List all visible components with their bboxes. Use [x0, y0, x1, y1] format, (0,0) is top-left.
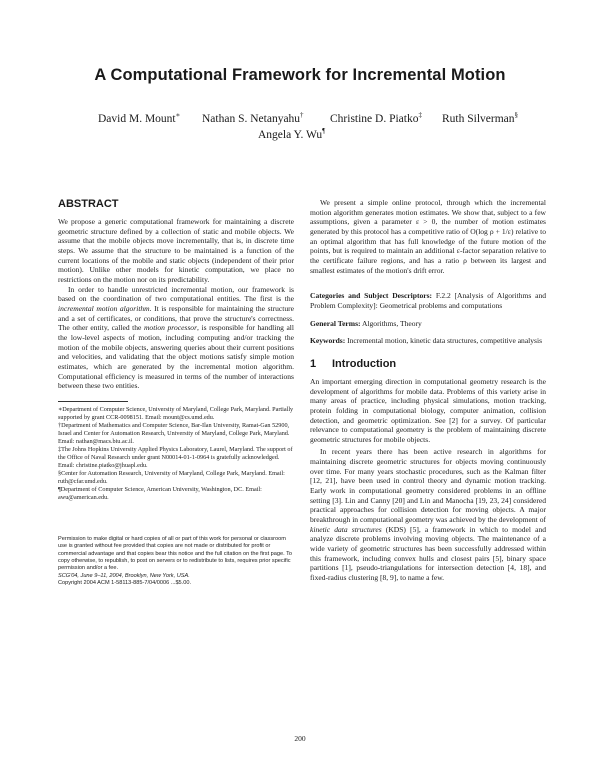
author: Angela Y. Wu¶: [258, 127, 326, 141]
page-number: 200: [294, 734, 306, 743]
permission-notice: Permission to make digital or hard copies of all or part of this work for personal or classroom use is granted without fee provided that copies are not made or distributed for profit or commercial advantage and that copies bear this notice and the full citation on the first page. To copy otherwise, to republish, to post on servers or to redistribute to lists, requires prior specific permission and/or a fee.: [58, 535, 293, 572]
author: Ruth Silverman§: [442, 111, 519, 125]
venue-line: SCG'04, June 9–11, 2004, Brooklyn, New York, USA.: [58, 572, 190, 579]
categories-line: Categories and Subject Descriptors: F.2.2 [Analysis of Algorithms and Problem Complexity]: Geometrical problems and computations: [310, 291, 546, 310]
section-heading: 1 Introduction: [310, 357, 397, 370]
general-terms-line: General Terms: Algorithms, Theory: [310, 318, 422, 328]
left-column: [58, 198, 294, 588]
body-paragraph: An important emerging direction in computational geometry research is the development of algorithms for mobile data. Problems of this variety arise in many areas of practice, including physical simulations, motion tracking, protein folding in computational biology, computer animation, collision detection, and geometric optimization. See [2] for a survey. Of particular relevance to computational geometry is the problem of maintaining discrete geometric structures for mobile objects.: [310, 376, 546, 444]
abstract-heading: ABSTRACT: [58, 198, 119, 210]
copyright-line: Copyright 2004 ACM 1-58113-885-7/04/0006 ...$5.00.: [58, 580, 191, 587]
author: Christine D. Piatko‡: [330, 111, 422, 125]
footnote: ‡The Johns Hopkins University Applied Physics Laboratory, Laurel, Maryland. The support of the Office of Naval Research under grant N00014-01-1-0964 is gratefully acknowledged. Email: christine.piatko@jhuapl.edu.: [58, 445, 293, 469]
body-paragraph: In recent years there has been active research in algorithms for maintaining discrete geometric structures for objects moving continuously over time. For many years stochastic procedures, such as the Kalman filter [12, 21], have been used in control theory and dynamic motion tracking. Early work in computational geometry considered problems in an offline setting [3]. Lin and Canny [20] and Lin and Manocha [19, 23, 24] considered practical approaches for collision detection for moving objects. A major breakthrough in computational geometry was achieved by the development of kinetic data structures (KDS) [5], a framework in which to model and analyze discrete problems involving moving objects. The maintenance of a wide variety of geometric structures has been successfully addressed within this framework, including convex hulls and closest pairs [5], binary space partitions [1], pseudo-triangulations for intersection detection [4, 18], and fixed-radius clustering [8, 9], to name a few.: [310, 447, 546, 582]
abstract-paragraph: In order to handle unrestricted incremental motion, our framework is based on the coordination of two computational entities. The first is the incremental motion algorithm. It is responsible for maintaining the structure and a set of certificates, or conditions, that prove the structure's correctness. The other entity, called the motion processor, is responsible for handling all the low-level aspects of motion, including computing and/or tracking the motion of the mobile objects, answering queries about their current positions and velocities, and validating that the object motions satisfy simple motion estimates, which are generated by the incremental motion algorithm. Computational efficiency is measured in terms of the number of interactions between these two entities.: [58, 284, 294, 391]
author: Nathan S. Netanyahu†: [202, 111, 304, 125]
author: David M. Mount∗: [98, 111, 181, 125]
right-column: [310, 198, 546, 583]
footnote: ¶Department of Computer Science, American University, Washington, DC. Email: awu@american.edu.: [58, 485, 262, 501]
abstract-paragraph: We propose a generic computational framework for maintaining a discrete geometric structure defined by a collection of static and mobile objects. We assume that the mobile objects move incrementally, that is, in discrete time steps. We assume that the structure to be maintained is a function of the current locations of the mobile and static objects (independent of their prior motion). Unlike other models for kinetic computation, we place no restrictions on the motion nor on its predictability.: [58, 217, 294, 284]
footnote: ∗Department of Computer Science, University of Maryland, College Park, Maryland. Partially supported by grant CCR-0098151. Email: mount@cs.umd.edu.: [58, 405, 294, 421]
footnote-rule: [58, 401, 128, 402]
keywords-line: Keywords: Incremental motion, kinetic data structures, competitive analysis: [310, 336, 543, 346]
paper-title: A Computational Framework for Incremental Motion: [94, 66, 506, 84]
footnote: †Department of Mathematics and Computer Science, Bar-Ilan University, Ramat-Gan 52900, Israel and Center for Automation Research, University of Maryland, College Park, Maryland. Email: nathan@macs.biu.ac.il.: [58, 421, 290, 445]
body-paragraph: We present a simple online protocol, through which the incremental motion algorithm generates motion estimates. We show that, subject to a few assumptions, given a parameter ε > 0, the number of motion estimates generated by this protocol has a competitive ratio of O(log ρ + 1/ε) relative to an optimal algorithm that has full knowledge of the future motion of the points, but is required to maintain an additional ε-factor separation relative to the certificate failure regions, and has a ratio ρ between its largest and smallest estimates of the motion's drift error.: [310, 198, 546, 275]
footnote: §Center for Automation Research, University of Maryland, College Park, Maryland. Email: ruth@cfar.umd.edu.: [58, 469, 285, 485]
